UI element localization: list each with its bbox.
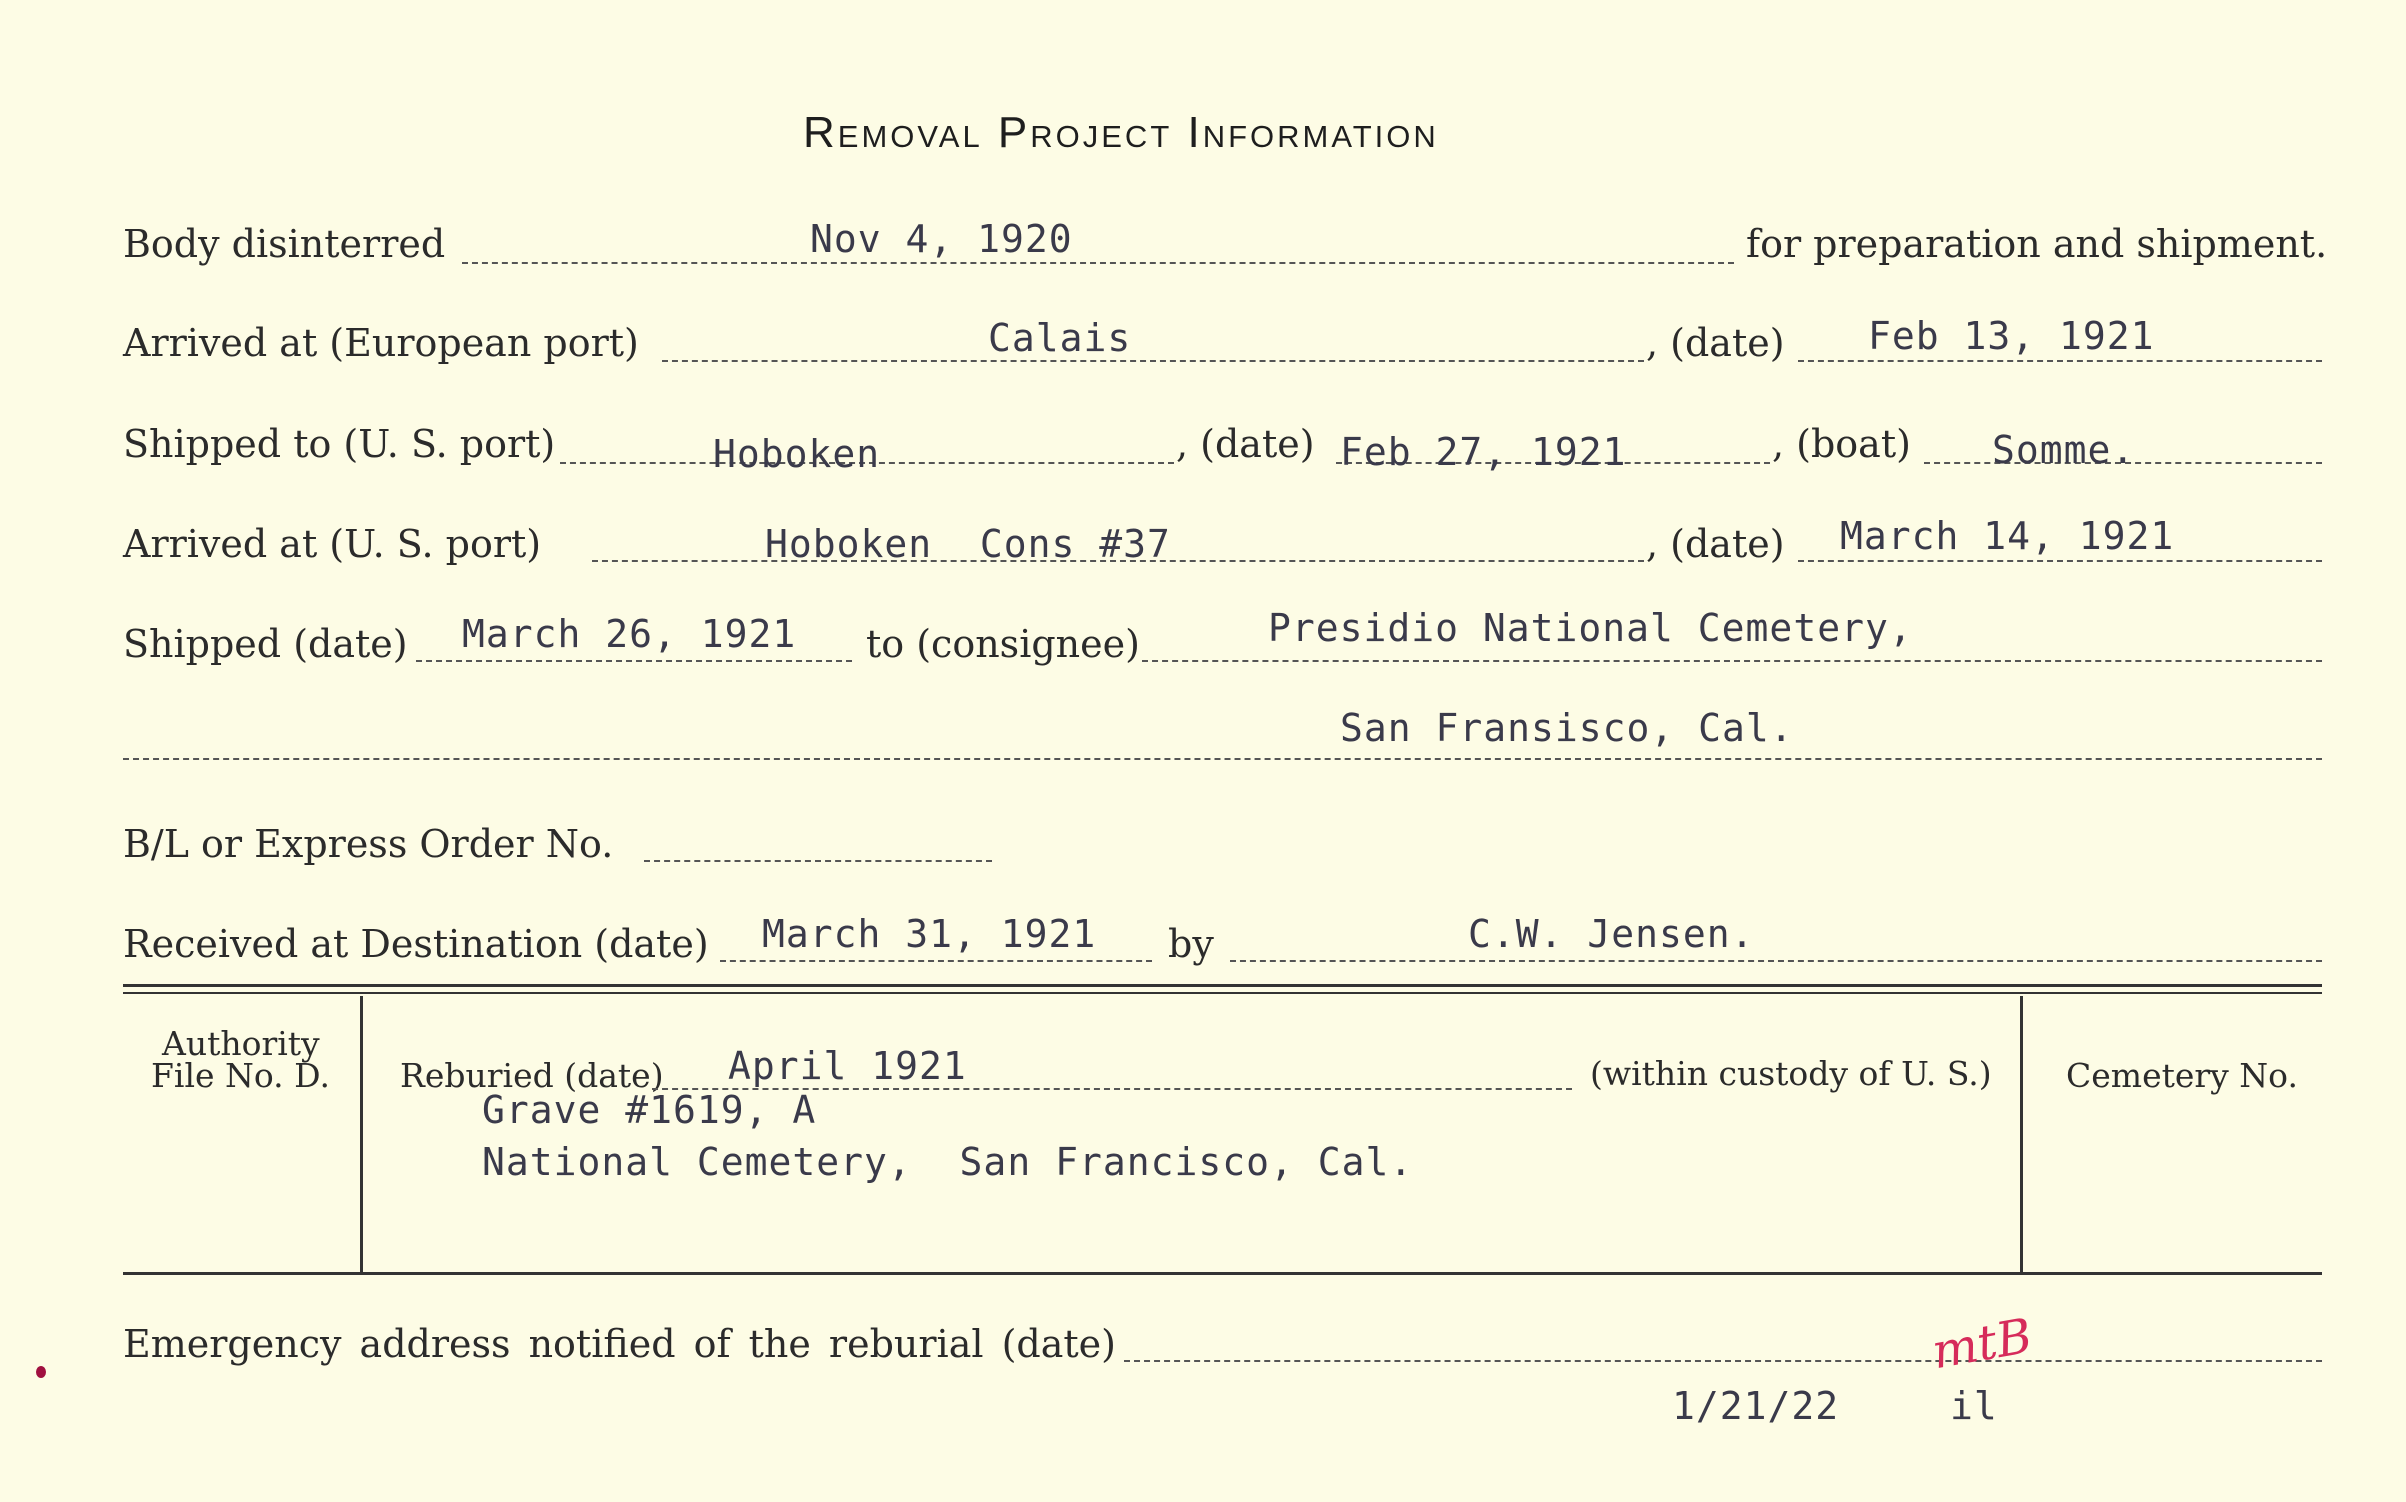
received-date: March 31, 1921: [762, 912, 1097, 956]
box-bottom-rule: [123, 1272, 2322, 1275]
bl-label: B/L or Express Order No.: [123, 822, 614, 866]
reburied-value: April 1921: [728, 1044, 967, 1088]
authority-label-1: Authority: [162, 1024, 320, 1063]
custody-label: (within custody of U. S.): [1590, 1054, 1992, 1093]
emergency-label: Emergency address notified of the reburial (date): [123, 1322, 1116, 1366]
consignee-line1: Presidio National Cemetery,: [1268, 606, 1913, 650]
box-top-rule-2: [123, 992, 2322, 994]
received-by: C.W. Jensen.: [1468, 912, 1755, 956]
arrived-us-value: Hoboken Cons #37: [765, 522, 1171, 566]
by-label: by: [1168, 922, 1214, 966]
received-label: Received at Destination (date): [123, 922, 709, 966]
shipped-date-label: Shipped (date): [123, 622, 408, 666]
footer-date: 1/21/22: [1672, 1384, 1840, 1428]
authority-label-2: File No. D.: [151, 1056, 330, 1095]
handwritten-initials: mtB: [1927, 1307, 2037, 1381]
boat-value: Somme.: [1992, 428, 2136, 472]
cemetery-no-label: Cemetery No.: [2066, 1056, 2298, 1095]
received-by-line: [1230, 960, 2322, 962]
body-disinterred-line: [462, 262, 1734, 264]
shipped-to-value: Hoboken: [713, 432, 881, 476]
box-divider-left: [360, 996, 363, 1272]
arrived-us-date-line: [1798, 560, 2322, 562]
arrived-european-label: Arrived at (European port): [123, 321, 639, 365]
box-top-rule: [123, 984, 2322, 987]
arrived-european-date: Feb 13, 1921: [1868, 314, 2155, 358]
shipped-date-line: [416, 660, 852, 662]
cemetery-line: National Cemetery, San Francisco, Cal.: [482, 1140, 1414, 1184]
emergency-line: [1124, 1360, 2322, 1362]
date-label-1: , (date): [1646, 321, 1785, 365]
box-divider-right: [2020, 996, 2023, 1272]
arrived-european-date-line: [1798, 360, 2322, 362]
date-label-3: , (date): [1646, 522, 1785, 566]
body-disinterred-value: Nov 4, 1920: [810, 217, 1073, 261]
received-date-line: [720, 960, 1152, 962]
arrived-european-line: [662, 360, 1644, 362]
shipped-date-value: March 26, 1921: [462, 612, 797, 656]
form-title: Removal Project Information: [803, 108, 1439, 157]
body-disinterred-suffix: for preparation and shipment.: [1746, 222, 2328, 266]
arrived-us-label: Arrived at (U. S. port): [123, 522, 542, 566]
ink-mark: [36, 1366, 46, 1378]
shipped-to-date: Feb 27, 1921: [1340, 430, 1627, 474]
shipped-to-label: Shipped to (U. S. port): [123, 422, 556, 466]
arrived-european-value: Calais: [988, 316, 1132, 360]
consignee-line-2: [123, 758, 2322, 760]
consignee-label: to (consignee): [866, 622, 1140, 666]
bl-line: [644, 860, 992, 862]
footer-code: il: [1950, 1384, 1998, 1428]
arrived-us-date: March 14, 1921: [1840, 514, 2175, 558]
body-disinterred-label: Body disinterred: [123, 222, 446, 266]
boat-label: , (boat): [1772, 422, 1911, 466]
date-label-2: , (date): [1176, 422, 1315, 466]
grave-line: Grave #1619, A: [482, 1088, 817, 1132]
consignee-line-1: [1142, 660, 2322, 662]
consignee-line2: San Fransisco, Cal.: [1340, 706, 1794, 750]
reburied-label: Reburied (date): [400, 1056, 664, 1095]
